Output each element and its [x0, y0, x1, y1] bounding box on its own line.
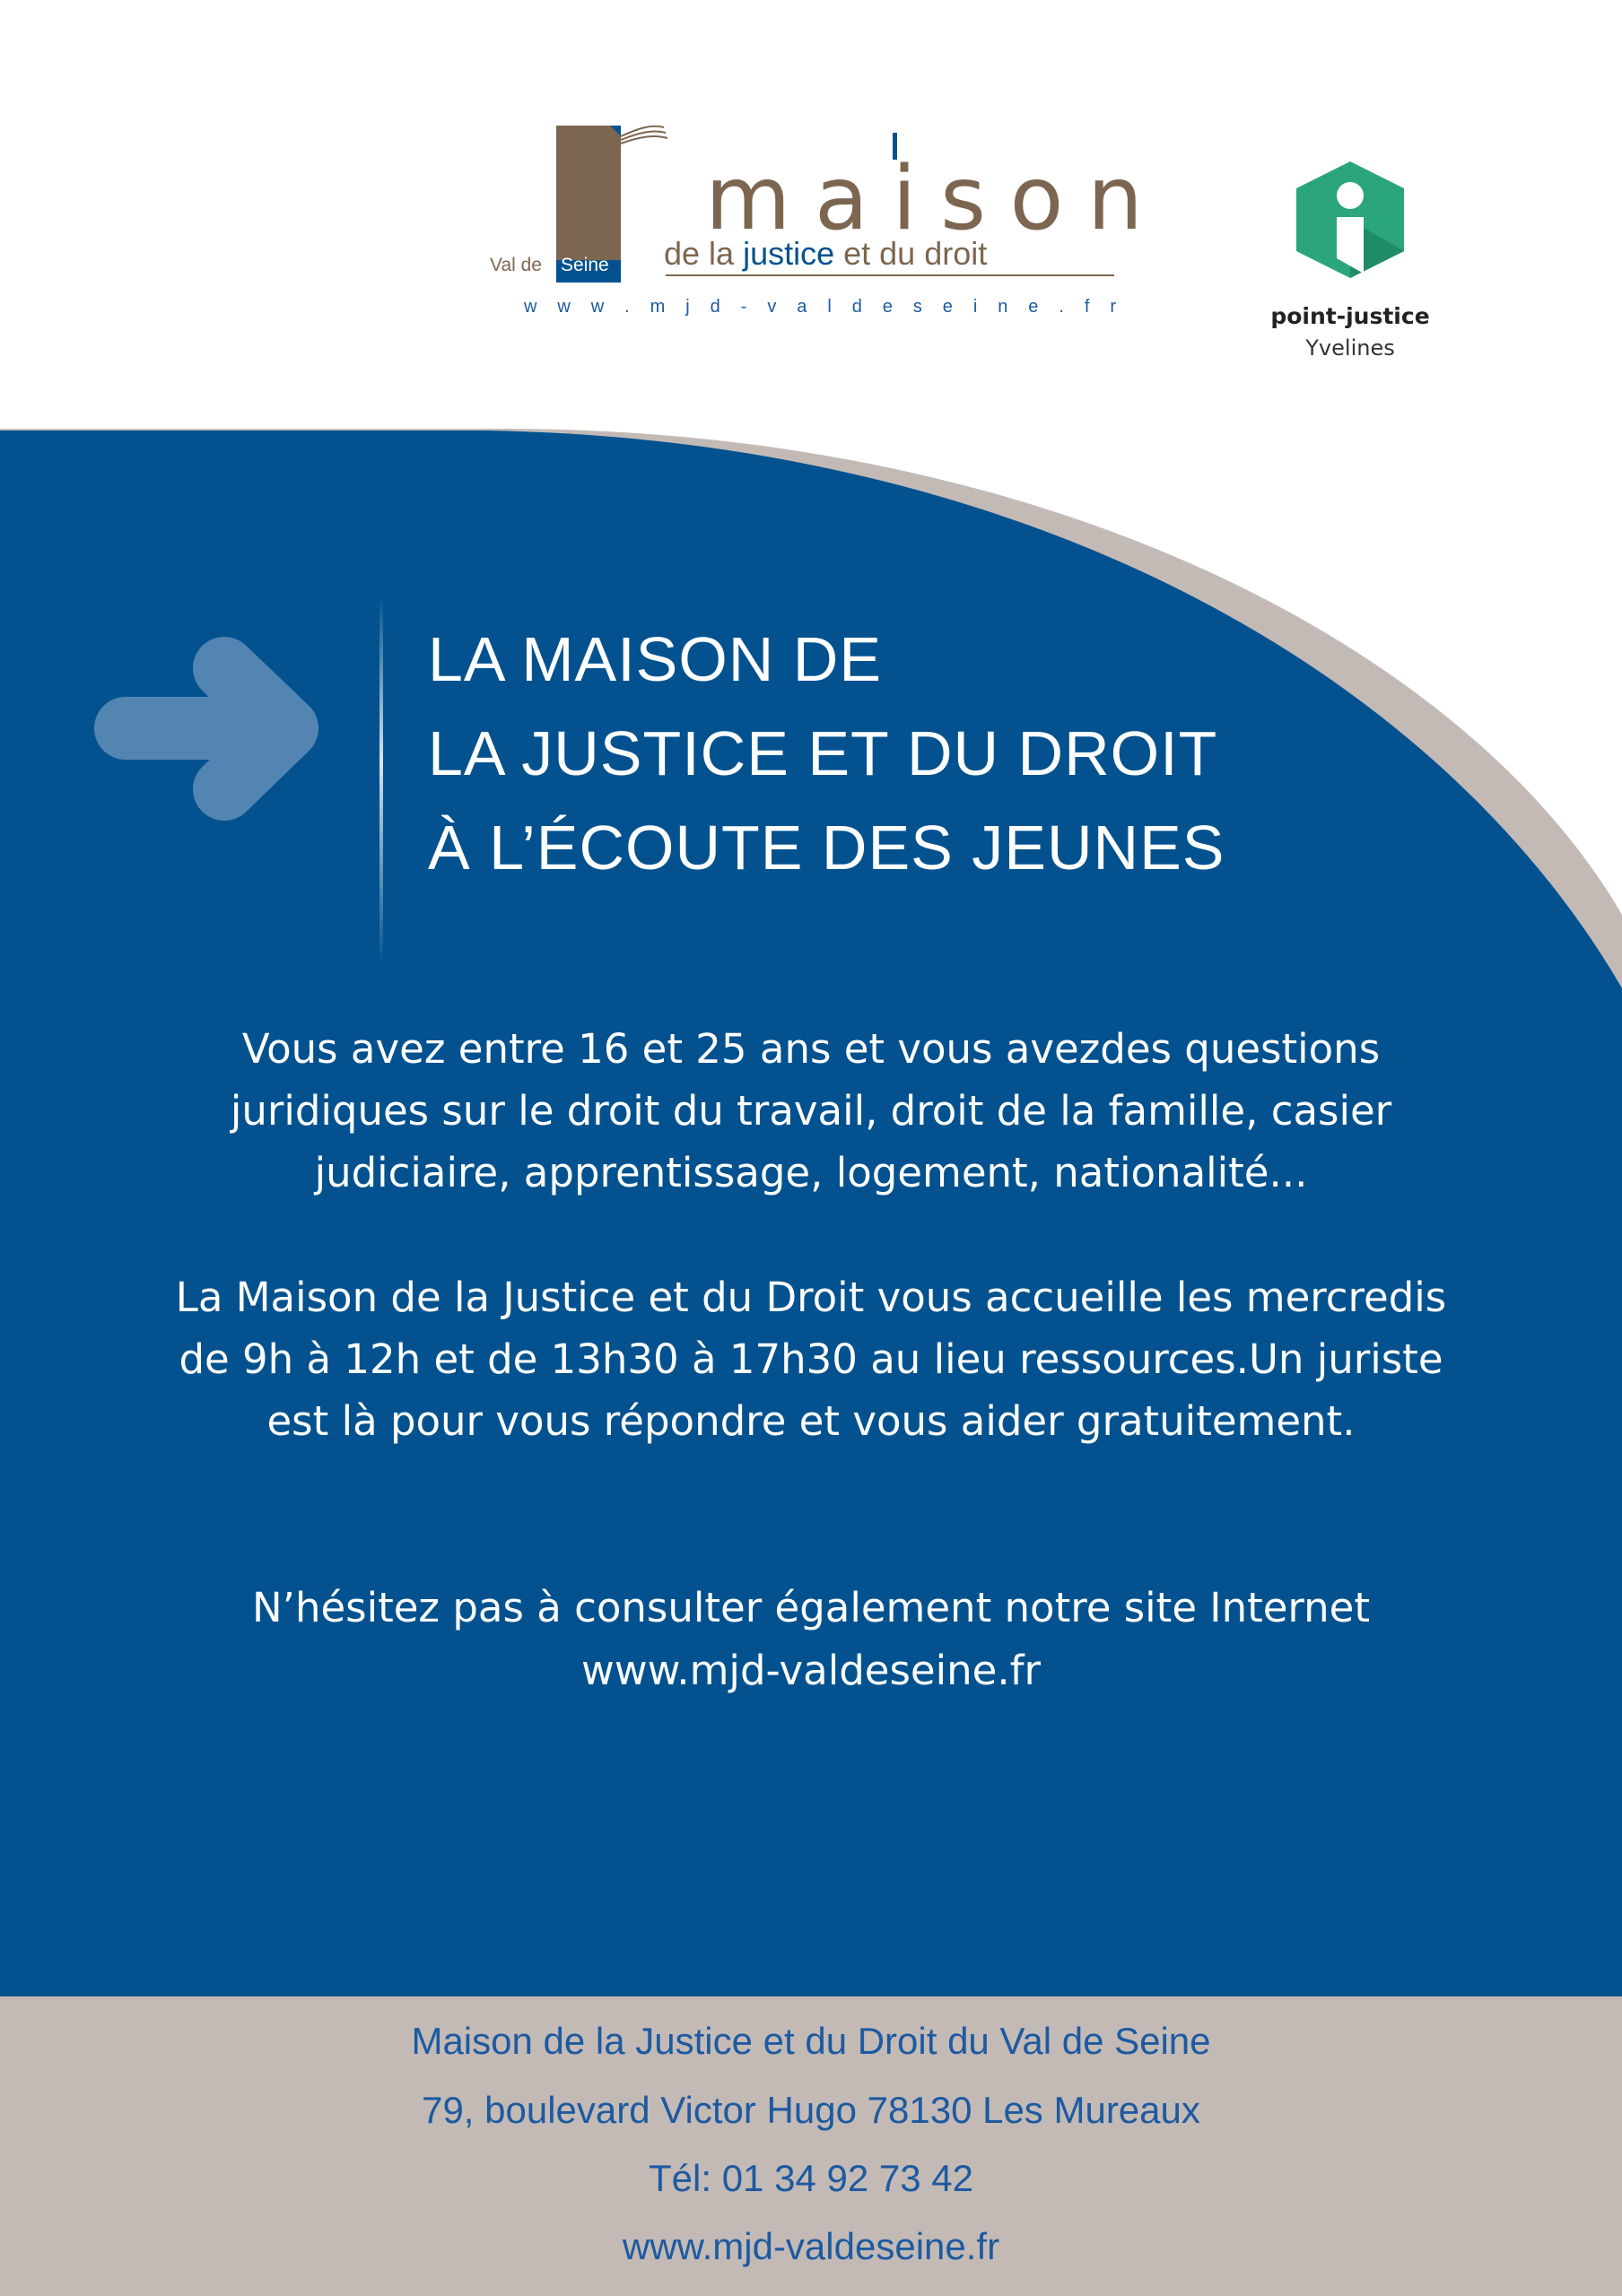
- info-i-icon: [1283, 152, 1417, 296]
- mjd-logo: [484, 117, 1143, 332]
- paragraph-2-line-2: de 9h à 12h et de 13h30 à 17h30 au lieu ressources.Un juriste: [179, 1335, 1443, 1383]
- paragraph-1-line-3: judiciaire, apprentissage, logement, nationalité...: [314, 1149, 1308, 1196]
- point-justice-region: Yvelines: [1305, 335, 1395, 361]
- footer-address: 79, boulevard Victor Hugo 78130 Les Mureaux: [422, 2089, 1200, 2131]
- paragraph-1-line-1: Vous avez entre 16 et 25 ans et vous avezdes questions: [241, 1025, 1381, 1073]
- footer-organization: Maison de la Justice et du Droit du Val de Seine: [411, 2020, 1211, 2062]
- footer-phone: Tél: 01 34 92 73 42: [649, 2157, 973, 2199]
- headline-line-2: LA JUSTICE ET DU DROIT: [428, 718, 1218, 788]
- paragraph-2-line-3: est là pour vous répondre et vous aider gratuitement.: [266, 1397, 1356, 1445]
- paragraph-2-line-1: La Maison de la Justice et du Droit vous accueille les mercredis: [175, 1274, 1447, 1321]
- headline-line-3: À L’ÉCOUTE DES JEUNES: [428, 813, 1225, 883]
- point-justice-name: point-justice: [1270, 303, 1430, 329]
- paragraph-3-line-1: N’hésitez pas à consulter également notre site Internet: [251, 1584, 1370, 1631]
- pj-dot: [1337, 182, 1364, 209]
- mjd-wordmark: maison: [705, 148, 1143, 250]
- tag-val-de: Val de: [490, 255, 542, 275]
- headline-line-1: LA MAISON DE: [428, 624, 883, 694]
- tag-seine: Seine: [561, 255, 609, 275]
- mjd-subtitle: de la justice et du droit: [664, 235, 988, 272]
- mjd-logo-url: w w w . m j d - v a l d e s e i n e . f r: [524, 297, 1116, 317]
- footer-website[interactable]: www.mjd-valdeseine.fr: [622, 2225, 1000, 2267]
- paragraph-1-line-2: juridiques sur le droit du travail, droit de la famille, casier: [230, 1087, 1392, 1135]
- headline-separator: [379, 596, 383, 964]
- book-cover-brown: [556, 126, 621, 260]
- subtitle-underline: [666, 274, 1114, 276]
- paragraph-3-website[interactable]: www.mjd-valdeseine.fr: [581, 1647, 1041, 1694]
- book-pages: [621, 126, 667, 144]
